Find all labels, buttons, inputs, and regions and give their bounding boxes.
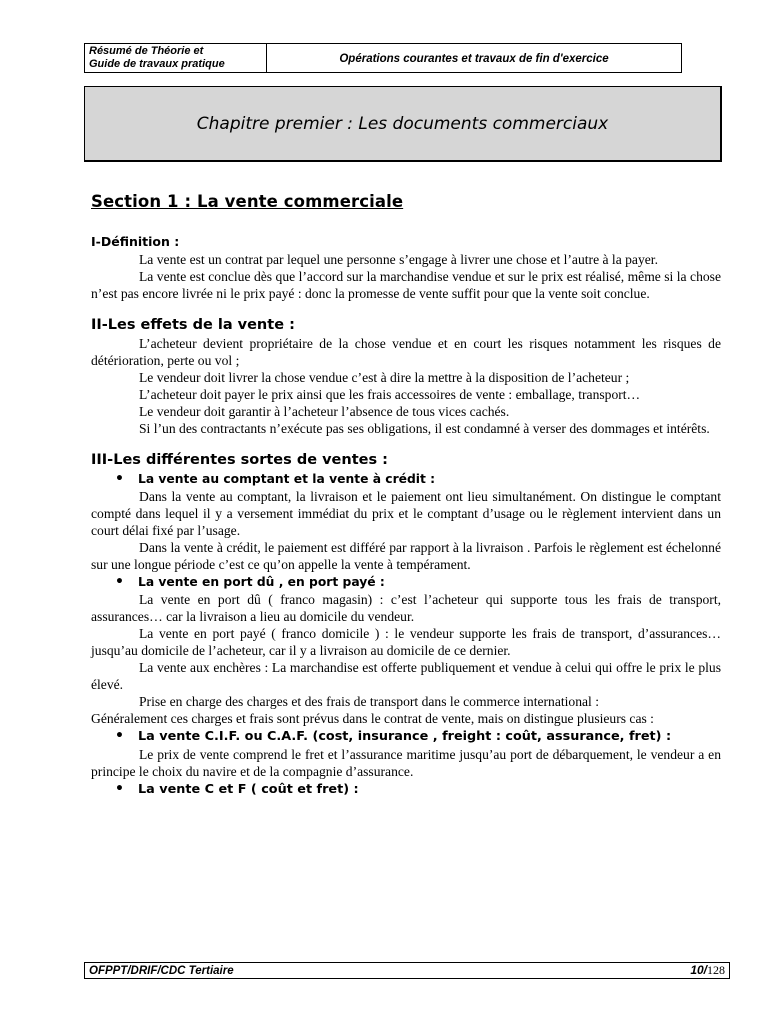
sortes-paragraph: Dans la vente au comptant, la livraison et le paiement ont lieu simultanément. On distingue le comptant compté dans lequel il y a versement immédiat du prix et le comptant d’usage ou le règlement intervient dans un court délai fixé par l’usage. bbox=[91, 489, 721, 538]
bullet-dot-icon: • bbox=[115, 728, 124, 744]
footer-left: OFPPT/DRIF/CDC Tertiaire bbox=[89, 964, 234, 977]
bullet-item bbox=[91, 780, 721, 799]
bullet-title: La vente C.I.F. ou C.A.F. (cost, insurance , freight : coût, assurance, fret) : bbox=[138, 729, 672, 744]
effets-paragraph: L’acheteur doit payer le prix ainsi que les frais accessoires de vente : emballage, transport… bbox=[139, 387, 641, 402]
sortes-paragraph: Le prix de vente comprend le fret et l’assurance maritime jusqu’au port de débarquement, le vendeur a en principe le choix du navire et de la compagnie d’assurance. bbox=[91, 747, 721, 779]
sortes-paragraph: Prise en charge des charges et des frais de transport dans le commerce international : bbox=[139, 694, 600, 709]
bullet-item bbox=[91, 573, 721, 591]
effets-paragraph: Le vendeur doit livrer la chose vendue c’est à dire la mettre à la disposition de l’acheteur ; bbox=[139, 370, 630, 385]
bullet-dot-icon: • bbox=[115, 574, 124, 590]
section-title: Section 1 : La vente commerciale bbox=[91, 192, 404, 211]
header-left-line2: Guide de travaux pratique bbox=[89, 58, 225, 70]
sortes-paragraph: La vente aux enchères : La marchandise est offerte publiquement et vendue à celui qui offre le prix le plus élevé. bbox=[91, 660, 721, 692]
page-number bbox=[690, 963, 725, 978]
header-right: Opérations courantes et travaux de fin d'exercice bbox=[339, 53, 609, 65]
effets-paragraph: Si l’un des contractants n’exécute pas ses obligations, il est condamné à verser des dommages et intérêts. bbox=[139, 421, 710, 436]
header-left bbox=[85, 44, 267, 72]
sortes-paragraph: Généralement ces charges et frais sont prévus dans le contrat de vente, mais on distingue plusieurs cas : bbox=[91, 711, 654, 726]
bullet-item bbox=[91, 470, 721, 488]
sortes-paragraph: La vente en port payé ( franco domicile ) : le vendeur supporte les frais de transport, d’assurances… jusqu’au domicile de l’acheteur, car il y a livraison au domicile de ce dernier. bbox=[91, 626, 721, 658]
bullet-dot-icon: • bbox=[115, 471, 124, 487]
bullet-dot-icon: • bbox=[115, 781, 124, 797]
effets-paragraph: L’acheteur devient propriétaire de la chose vendue et en court les risques notamment les risques de détérioration, perte ou vol ; bbox=[91, 336, 721, 368]
effets-paragraph: Le vendeur doit garantir à l’acheteur l’absence de tous vices cachés. bbox=[139, 404, 510, 419]
chapter-title: Chapitre premier : Les documents commerciaux bbox=[84, 86, 722, 162]
effets-heading: II-Les effets de la vente : bbox=[91, 317, 295, 333]
sortes-heading: III-Les différentes sortes de ventes : bbox=[91, 452, 388, 468]
bullet-item bbox=[91, 727, 721, 746]
definition-paragraph: La vente est un contrat par lequel une personne s’engage à livrer une chose et l’autre à la payer. bbox=[139, 252, 658, 267]
definition-paragraph: La vente est conclue dès que l’accord sur la marchandise vendue et sur le prix est réalisé, même si la chose n’est pas encore livrée ni le prix payé : donc la promesse de vente suffit pour que la vente soit conclue. bbox=[91, 269, 721, 301]
page-current: 10/ bbox=[690, 963, 707, 977]
bullet-title: La vente C et F ( coût et fret) : bbox=[138, 782, 359, 797]
header-left-line1: Résumé de Théorie et bbox=[89, 45, 204, 57]
bullet-title: La vente au comptant et la vente à crédit : bbox=[138, 472, 436, 486]
definition-heading: I-Définition : bbox=[91, 234, 180, 249]
bullet-title: La vente en port dû , en port payé : bbox=[138, 575, 385, 589]
page-header bbox=[84, 43, 682, 73]
page-total: 128 bbox=[707, 963, 725, 977]
page-footer bbox=[84, 962, 730, 979]
sortes-paragraph: La vente en port dû ( franco magasin) : c’est l’acheteur qui supporte tous les frais de transport, assurances… car la livraison a lieu au domicile du vendeur. bbox=[91, 592, 721, 624]
document-body bbox=[91, 192, 721, 799]
sortes-paragraph: Dans la vente à crédit, le paiement est différé par rapport à la livraison . Parfois le règlement est échelonné sur une longue période c’est ce qu’on appelle la vente à tempérament. bbox=[91, 540, 721, 572]
